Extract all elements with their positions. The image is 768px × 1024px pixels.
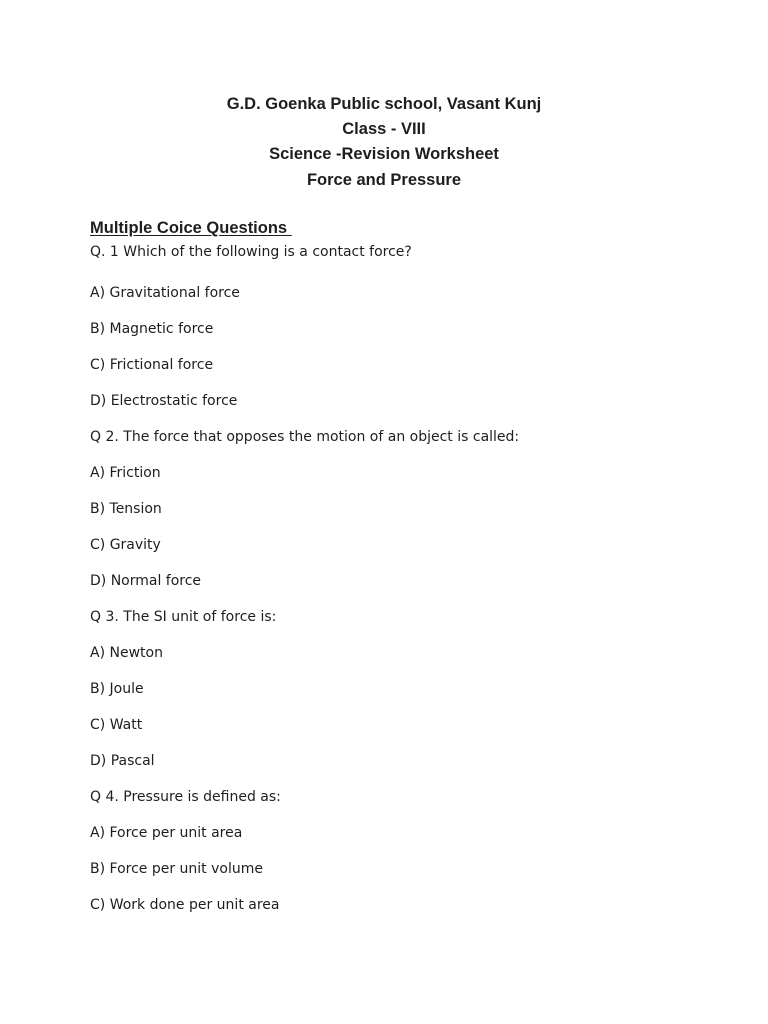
question-1-option-c: C) Frictional force <box>90 357 214 373</box>
question-3-option-c: C) Watt <box>90 717 143 733</box>
question-3-option-a: A) Newton <box>90 645 163 661</box>
question-1-option-b: B) Magnetic force <box>90 321 214 337</box>
question-4-option-a: A) Force per unit area <box>90 825 243 841</box>
question-2: Q 2. The force that opposes the motion of an object is called: <box>90 429 520 445</box>
question-2-option-c: C) Gravity <box>90 537 161 553</box>
section-heading: Multiple Coice Questions <box>90 219 292 237</box>
question-3-option-b: B) Joule <box>90 681 144 697</box>
class-label: Class - VIII <box>342 120 426 138</box>
question-3-option-d: D) Pascal <box>90 753 155 769</box>
question-4-option-c: C) Work done per unit area <box>90 897 280 913</box>
question-4: Q 4. Pressure is defined as: <box>90 789 281 805</box>
question-2-option-b: B) Tension <box>90 501 162 517</box>
topic-title: Force and Pressure <box>306 171 462 189</box>
question-2-option-d: D) Normal force <box>90 573 202 589</box>
school-name: G.D. Goenka Public school, Vasant Kunj <box>226 95 542 113</box>
question-1-option-a: A) Gravitational force <box>90 285 240 301</box>
question-4-option-b: B) Force per unit volume <box>90 861 263 877</box>
question-2-option-a: A) Friction <box>90 465 161 481</box>
worksheet-title: Science -Revision Worksheet <box>269 145 499 163</box>
question-1: Q. 1 Which of the following is a contact force? <box>90 244 412 260</box>
question-1-option-d: D) Electrostatic force <box>90 393 238 409</box>
question-3: Q 3. The SI unit of force is: <box>90 609 277 625</box>
